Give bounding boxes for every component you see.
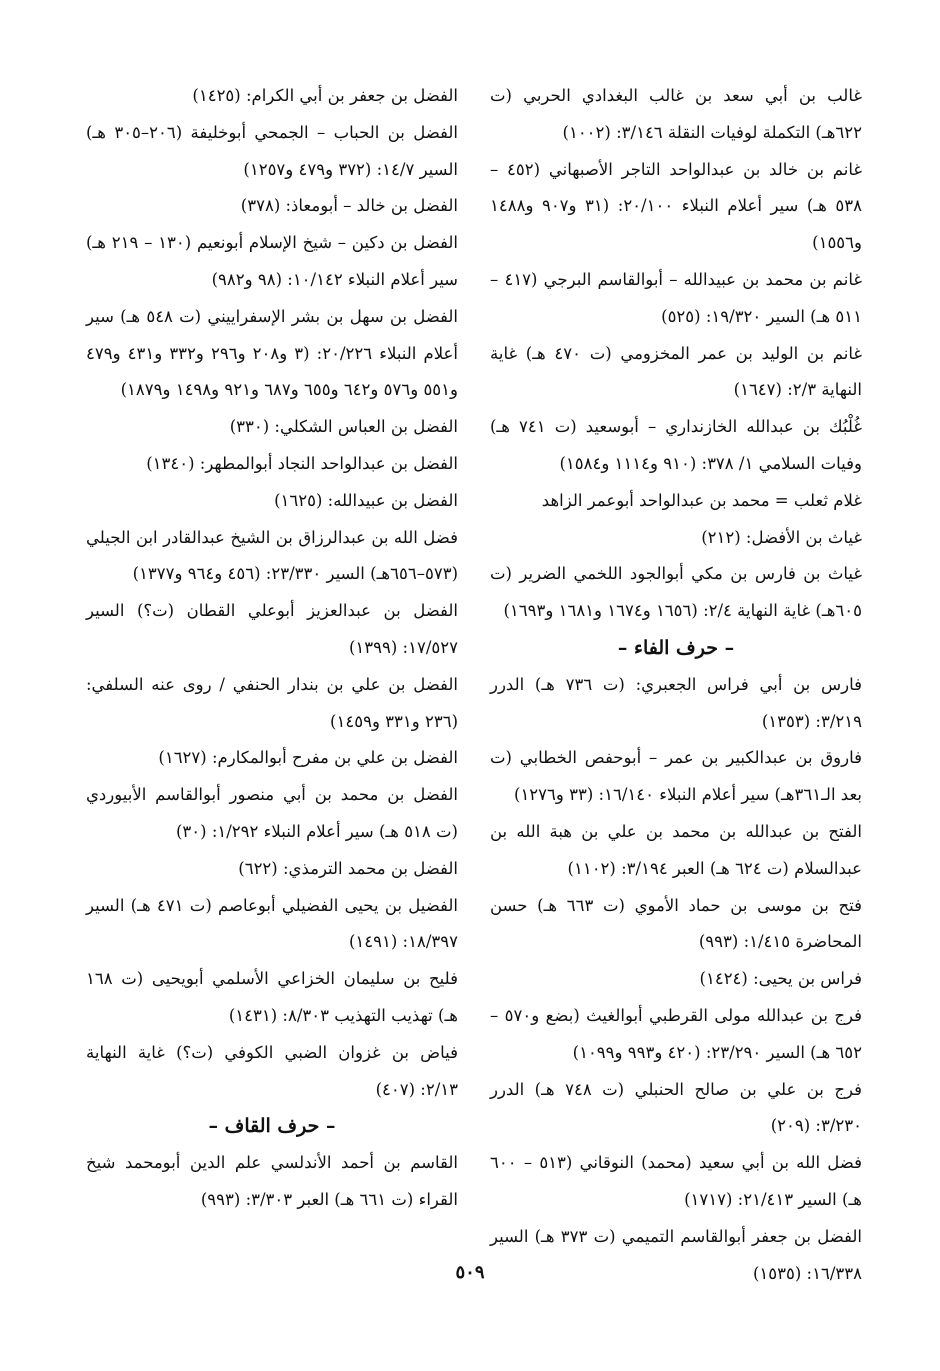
index-entry: فاروق بن عبدالكبير بن عمر – أبوحفص الخطابي (ت بعد الـ٣٦١هـ) سير أعلام النبلاء ١٦/١٤٠: (٣٣ و١٢٧٦): [490, 748, 862, 805]
index-entry: غانم بن خالد بن عبدالواحد التاجر الأصبهاني (٤٥٢ – ٥٣٨ هـ) سير أعلام النبلاء ٢٠/١٠٠: (٣١ و٩٠٧ و١٤٨٨ و١٥٥٦): [490, 159, 862, 253]
index-entry: الفضل بن جعفر أبوالقاسم التميمي (ت ٣٧٣ هـ) السير ١٦/٣٣٨: (١٥٣٥): [490, 1226, 862, 1283]
index-entry: فارس بن أبي فراس الجعبري: (ت ٧٣٦ هـ) الدرر ٣/٢١٩: (١٣٥٣): [490, 674, 862, 731]
index-entry: غلام ثعلب = محمد بن عبدالواحد أبوعمر الزاهد: [541, 490, 862, 510]
index-entry: الفضل بن عبدالواحد النجاد أبوالمطهر: (١٣٤٠): [146, 453, 458, 473]
right-column: [490, 78, 862, 1292]
index-entry: القاسم بن أحمد الأندلسي علم الدين أبومحمد شيخ القراء (ت ٦٦١ هـ) العبر ٣/٣٠٣: (٩٩٣): [86, 1153, 458, 1209]
index-entry: فرج بن علي بن صالح الحنبلي (ت ٧٤٨ هـ) الدرر ٣/٢٣٠: (٢٠٩): [490, 1079, 862, 1136]
index-entry: غانم بن الوليد بن عمر المخزومي (ت ٤٧٠ هـ) غاية النهاية ٢/٣: (١٦٤٧): [490, 343, 862, 400]
left-column: [86, 78, 458, 1219]
index-entry: غُلْبُك بن عبدالله الخازنداري – أبوسعيد (ت ٧٤١ هـ) وفيات السلامي ١/ ٣٧٨: (٩١٠ و١١١٤ و١٥٨٤): [490, 417, 862, 473]
index-entry: الفضل بن علي بن بندار الحنفي / روى عنه السلفي: (٢٣٦ و٣٣١ و١٤٥٩): [86, 674, 458, 731]
index-entry: فضل الله بن أبي سعيد (محمد) النوقاني (٥١٣ – ٦٠٠ هـ) السير ٢١/٤١٣: (١٧١٧): [490, 1153, 862, 1209]
index-entry: فياض بن غزوان الضبي الكوفي (ت؟) غاية النهاية ٢/١٣: (٤٠٧): [86, 1042, 458, 1099]
index-entry: الفضل بن علي بن مفرح أبوالمكارم: (١٦٢٧): [158, 748, 458, 768]
index-entry: الفضل بن العباس الشكلي: (٣٣٠): [229, 417, 458, 437]
index-entry: غانم بن محمد بن عبيدالله – أبوالقاسم البرجي (٤١٧ – ٥١١ هـ) السير ١٩/٣٢٠: (٥٢٥): [490, 269, 862, 326]
index-entry: الفضل بن عبيدالله: (١٦٢٥): [274, 490, 458, 510]
index-entry: الفضل بن عبدالعزيز أبوعلي القطان (ت؟) السير ١٧/٥٢٧: (١٣٩٩): [86, 601, 458, 657]
index-entry: فضل الله بن عبدالرزاق بن الشيخ عبدالقادر ابن الجيلي (٥٧٣–٦٥٦هـ) السير ٢٣/٣٣٠: (٤٥٦ و٩٦٤ و١٣٧٧): [86, 527, 458, 584]
index-entry: الفضل بن خالد – أبومعاذ: (٣٧٨): [240, 196, 458, 216]
index-entry: الفضل بن دكين – شيخ الإسلام أبونعيم (١٣٠ – ٢١٩ هـ) سير أعلام النبلاء ١٠/١٤٢: (٩٨ و٩٨٢): [86, 233, 459, 289]
section-heading-fa: – حرف الفاء –: [617, 636, 735, 659]
index-entry: الفضل بن سهل بن بشر الإسفراييني (ت ٥٤٨ هـ) سير أعلام النبلاء ٢٠/٢٢٦: (٣ و٢٠٨ و٢٩٦ و٣٣٢ و٤٣١ و٤٧٩ و٥٥١ و٥٧٦ و٦٤٢ و٦٥٥ و٦٨٧ و٩٢١ و١٤٩٨ و١٨٧٩): [86, 306, 458, 400]
index-entry: فراس بن يحيى: (١٤٢٤): [699, 969, 862, 989]
index-entry: فرج بن عبدالله مولى القرطبي أبوالغيث (بضع و٥٧٠ – ٦٥٢ هـ) السير ٢٣/٢٩٠: (٤٢٠ و٩٩٣ و١٠٩٩): [490, 1005, 862, 1062]
index-entry: غياث بن الأفضل: (٢١٢): [701, 527, 862, 547]
index-entry: غالب بن أبي سعد بن غالب البغدادي الحربي (ت ٦٢٢هـ) التكملة لوفيات النقلة ٣/١٤٦: (١٠٠٢): [490, 86, 862, 142]
index-entry: الفضل بن الحباب – الجمحي أبوخليفة (٢٠٦–٣٠٥ هـ) السير ١٤/٧: (٣٧٢ و٤٧٩ و١٢٥٧): [86, 122, 458, 179]
index-entry: فليح بن سليمان الخزاعي الأسلمي أبويحيى (ت ١٦٨ هـ) تهذيب التهذيب ٨/٣٠٣: (١٤٣١): [86, 969, 458, 1025]
index-entry: الفتح بن عبدالله بن محمد بن علي بن هبة الله بن عبدالسلام (ت ٦٢٤ هـ) العبر ٣/١٩٤: (١١٠٢): [490, 821, 862, 878]
index-entry: الفضل بن جعفر بن أبي الكرام: (١٤٢٥): [192, 86, 458, 105]
section-heading-qaf: – حرف القاف –: [208, 1115, 336, 1138]
index-entry: غياث بن فارس بن مكي أبوالجود اللخمي الضرير (ت ٦٠٥هـ) غاية النهاية ٢/٤: (١٦٥٦ و١٦٧٤ و١٦٨١ و١٦٩٣): [490, 564, 862, 621]
index-entry: الفضل بن محمد بن أبي منصور أبوالقاسم الأبيوردي (ت ٥١٨ هـ) سير أعلام النبلاء ١/٢٩٢: (٣٠): [86, 785, 458, 841]
index-entry: الفضيل بن يحيى الفضيلي أبوعاصم (ت ٤٧١ هـ) السير ١٨/٣٩٧: (١٤٩١): [86, 895, 458, 952]
index-entry: الفضل بن محمد الترمذي: (٦٢٢): [238, 858, 458, 878]
index-entry: فتح بن موسى بن حماد الأموي (ت ٦٦٣ هـ) حسن المحاضرة ١/٤١٥: (٩٩٣): [490, 895, 862, 952]
page-number: ٥٠٩: [455, 1262, 485, 1283]
